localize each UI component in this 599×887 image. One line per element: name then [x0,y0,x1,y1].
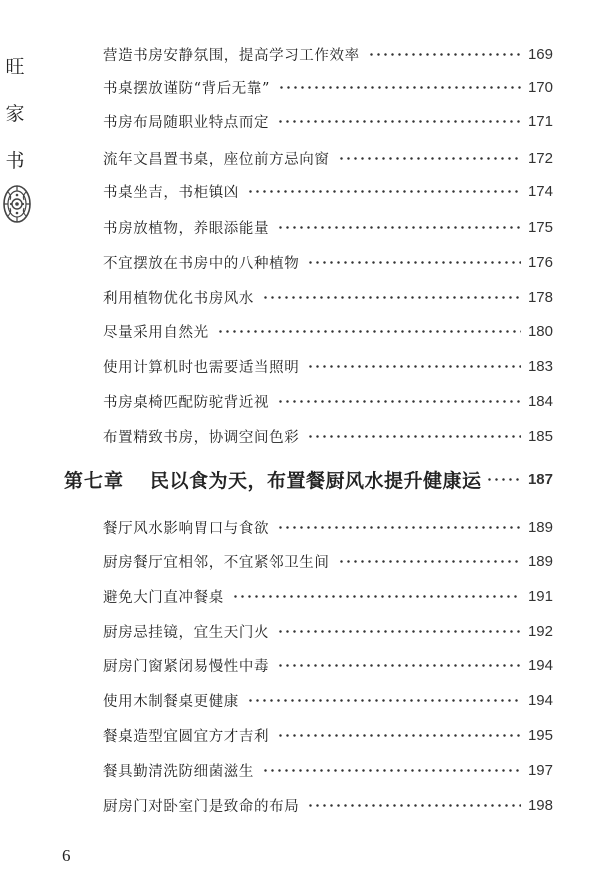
toc-entry-title: 书房桌椅匹配防驼背近视 [103,394,270,411]
toc-entry-page: 189 [527,552,553,570]
toc-entry-title: 布置精致书房，协调空间色彩 [103,429,300,446]
page-number: 6 [62,846,71,865]
toc-entry-page: 184 [527,392,553,410]
dot-leader [247,699,521,702]
toc-entry[interactable] [103,73,553,101]
toc-entry-page: 194 [527,656,553,674]
toc-entry[interactable] [103,352,553,380]
toc-entry[interactable] [103,547,553,575]
toc-entry[interactable] [103,582,553,610]
ornament-medallion-icon [2,183,32,225]
toc-entry-title: 厨房餐厅宜相邻，不宜紧邻卫生间 [103,554,330,571]
book-title-vertical [4,44,26,185]
toc-entry-page: 198 [527,796,553,814]
toc-entry-title: 尽量采用自然光 [103,324,209,341]
toc-entry[interactable] [103,422,553,450]
dot-leader [217,330,521,333]
dot-leader [277,226,521,229]
toc-entry-title: 厨房门窗紧闭易慢性中毒 [103,658,270,675]
dot-leader [307,261,521,264]
toc-entry-page: 178 [527,288,553,306]
dot-leader [277,664,521,667]
dot-leader [277,734,521,737]
dot-leader [247,190,521,193]
dot-leader [338,157,522,160]
dot-leader [368,53,521,56]
toc-entry-page: 174 [527,182,553,200]
toc-entry[interactable] [103,791,553,819]
toc-entry-page: 194 [527,691,553,709]
toc-entry-title: 营造书房安静氛围，提高学习工作效率 [103,47,360,64]
toc-entry[interactable] [103,248,553,276]
dot-leader [307,435,521,438]
dot-leader [278,86,521,89]
toc-entry-title: 书房放植物，养眼添能量 [103,220,270,237]
toc-entry[interactable] [103,721,553,749]
chapter-title: 民以食为天，布置餐厨风水提升健康运 [150,469,482,492]
dot-leader [277,120,521,123]
toc-entry-page: 180 [527,322,553,340]
toc-entry-title: 利用植物优化书房风水 [103,290,254,307]
toc-entry-page: 170 [527,78,553,96]
toc-entry[interactable] [103,317,553,345]
dot-leader [232,595,521,598]
toc-chapter-heading[interactable] [64,465,553,493]
toc-entry-title: 餐厅风水影响胃口与食欲 [103,520,270,537]
toc-entry-page: 169 [527,45,553,63]
toc-entry-title: 厨房忌挂镜，宜生天门火 [103,624,270,641]
toc-entry-title: 书桌坐吉，书柜镇凶 [103,184,239,201]
dot-leader [338,560,522,563]
toc-entry-title: 厨房门对卧室门是致命的布局 [103,798,300,815]
toc-entry-page: 185 [527,427,553,445]
toc-entry-page: 175 [527,218,553,236]
toc-entry-page: 176 [527,253,553,271]
toc-entry-title: 流年文昌置书桌，座位前方忌向窗 [103,151,330,168]
book-title-char: 家 [5,103,25,125]
chapter-label: 第七章 [64,469,125,492]
toc-entry[interactable] [103,144,553,172]
dot-leader [277,526,521,529]
dot-leader [262,769,521,772]
toc-entry-page: 189 [527,518,553,536]
book-title-char: 旺 [5,56,25,78]
dot-leader [307,365,521,368]
toc-entry-page: 192 [527,622,553,640]
toc-entry-title: 避免大门直冲餐桌 [103,589,224,606]
toc-entry-page: 197 [527,761,553,779]
toc-entry[interactable] [103,513,553,541]
dot-leader [262,296,521,299]
dot-leader [486,478,521,481]
toc-entry[interactable] [103,617,553,645]
dot-leader [277,400,521,403]
toc-entry-page: 171 [527,112,553,130]
toc-entry-page: 183 [527,357,553,375]
toc-entry[interactable] [103,283,553,311]
toc-entry-title: 不宜摆放在书房中的八种植物 [103,255,300,272]
chapter-page: 187 [527,470,553,488]
dot-leader [307,804,521,807]
book-title-char: 书 [5,150,25,172]
toc-entry-title: 使用计算机时也需要适当照明 [103,359,300,376]
toc-entry-title: 使用木制餐桌更健康 [103,693,239,710]
toc-entry-title: 餐桌造型宜圆宜方才吉利 [103,728,270,745]
toc-entry[interactable] [103,651,553,679]
toc-entry[interactable] [103,756,553,784]
toc-entry[interactable] [103,107,553,135]
dot-leader [277,630,521,633]
toc-entry[interactable] [103,213,553,241]
toc-entry[interactable] [103,387,553,415]
toc-entry[interactable] [103,686,553,714]
toc-entry-page: 172 [527,149,553,167]
toc-entry-title: 书房布局随职业特点而定 [103,114,270,131]
toc-entry-page: 195 [527,726,553,744]
toc-entry-title: 餐具勤清洗防细菌滋生 [103,763,254,780]
toc-entry[interactable] [103,40,553,68]
toc-entry-title: 书桌摆放谨防“背后无靠” [103,80,271,97]
toc-entry[interactable] [103,177,553,205]
toc-entry-page: 191 [527,587,553,605]
